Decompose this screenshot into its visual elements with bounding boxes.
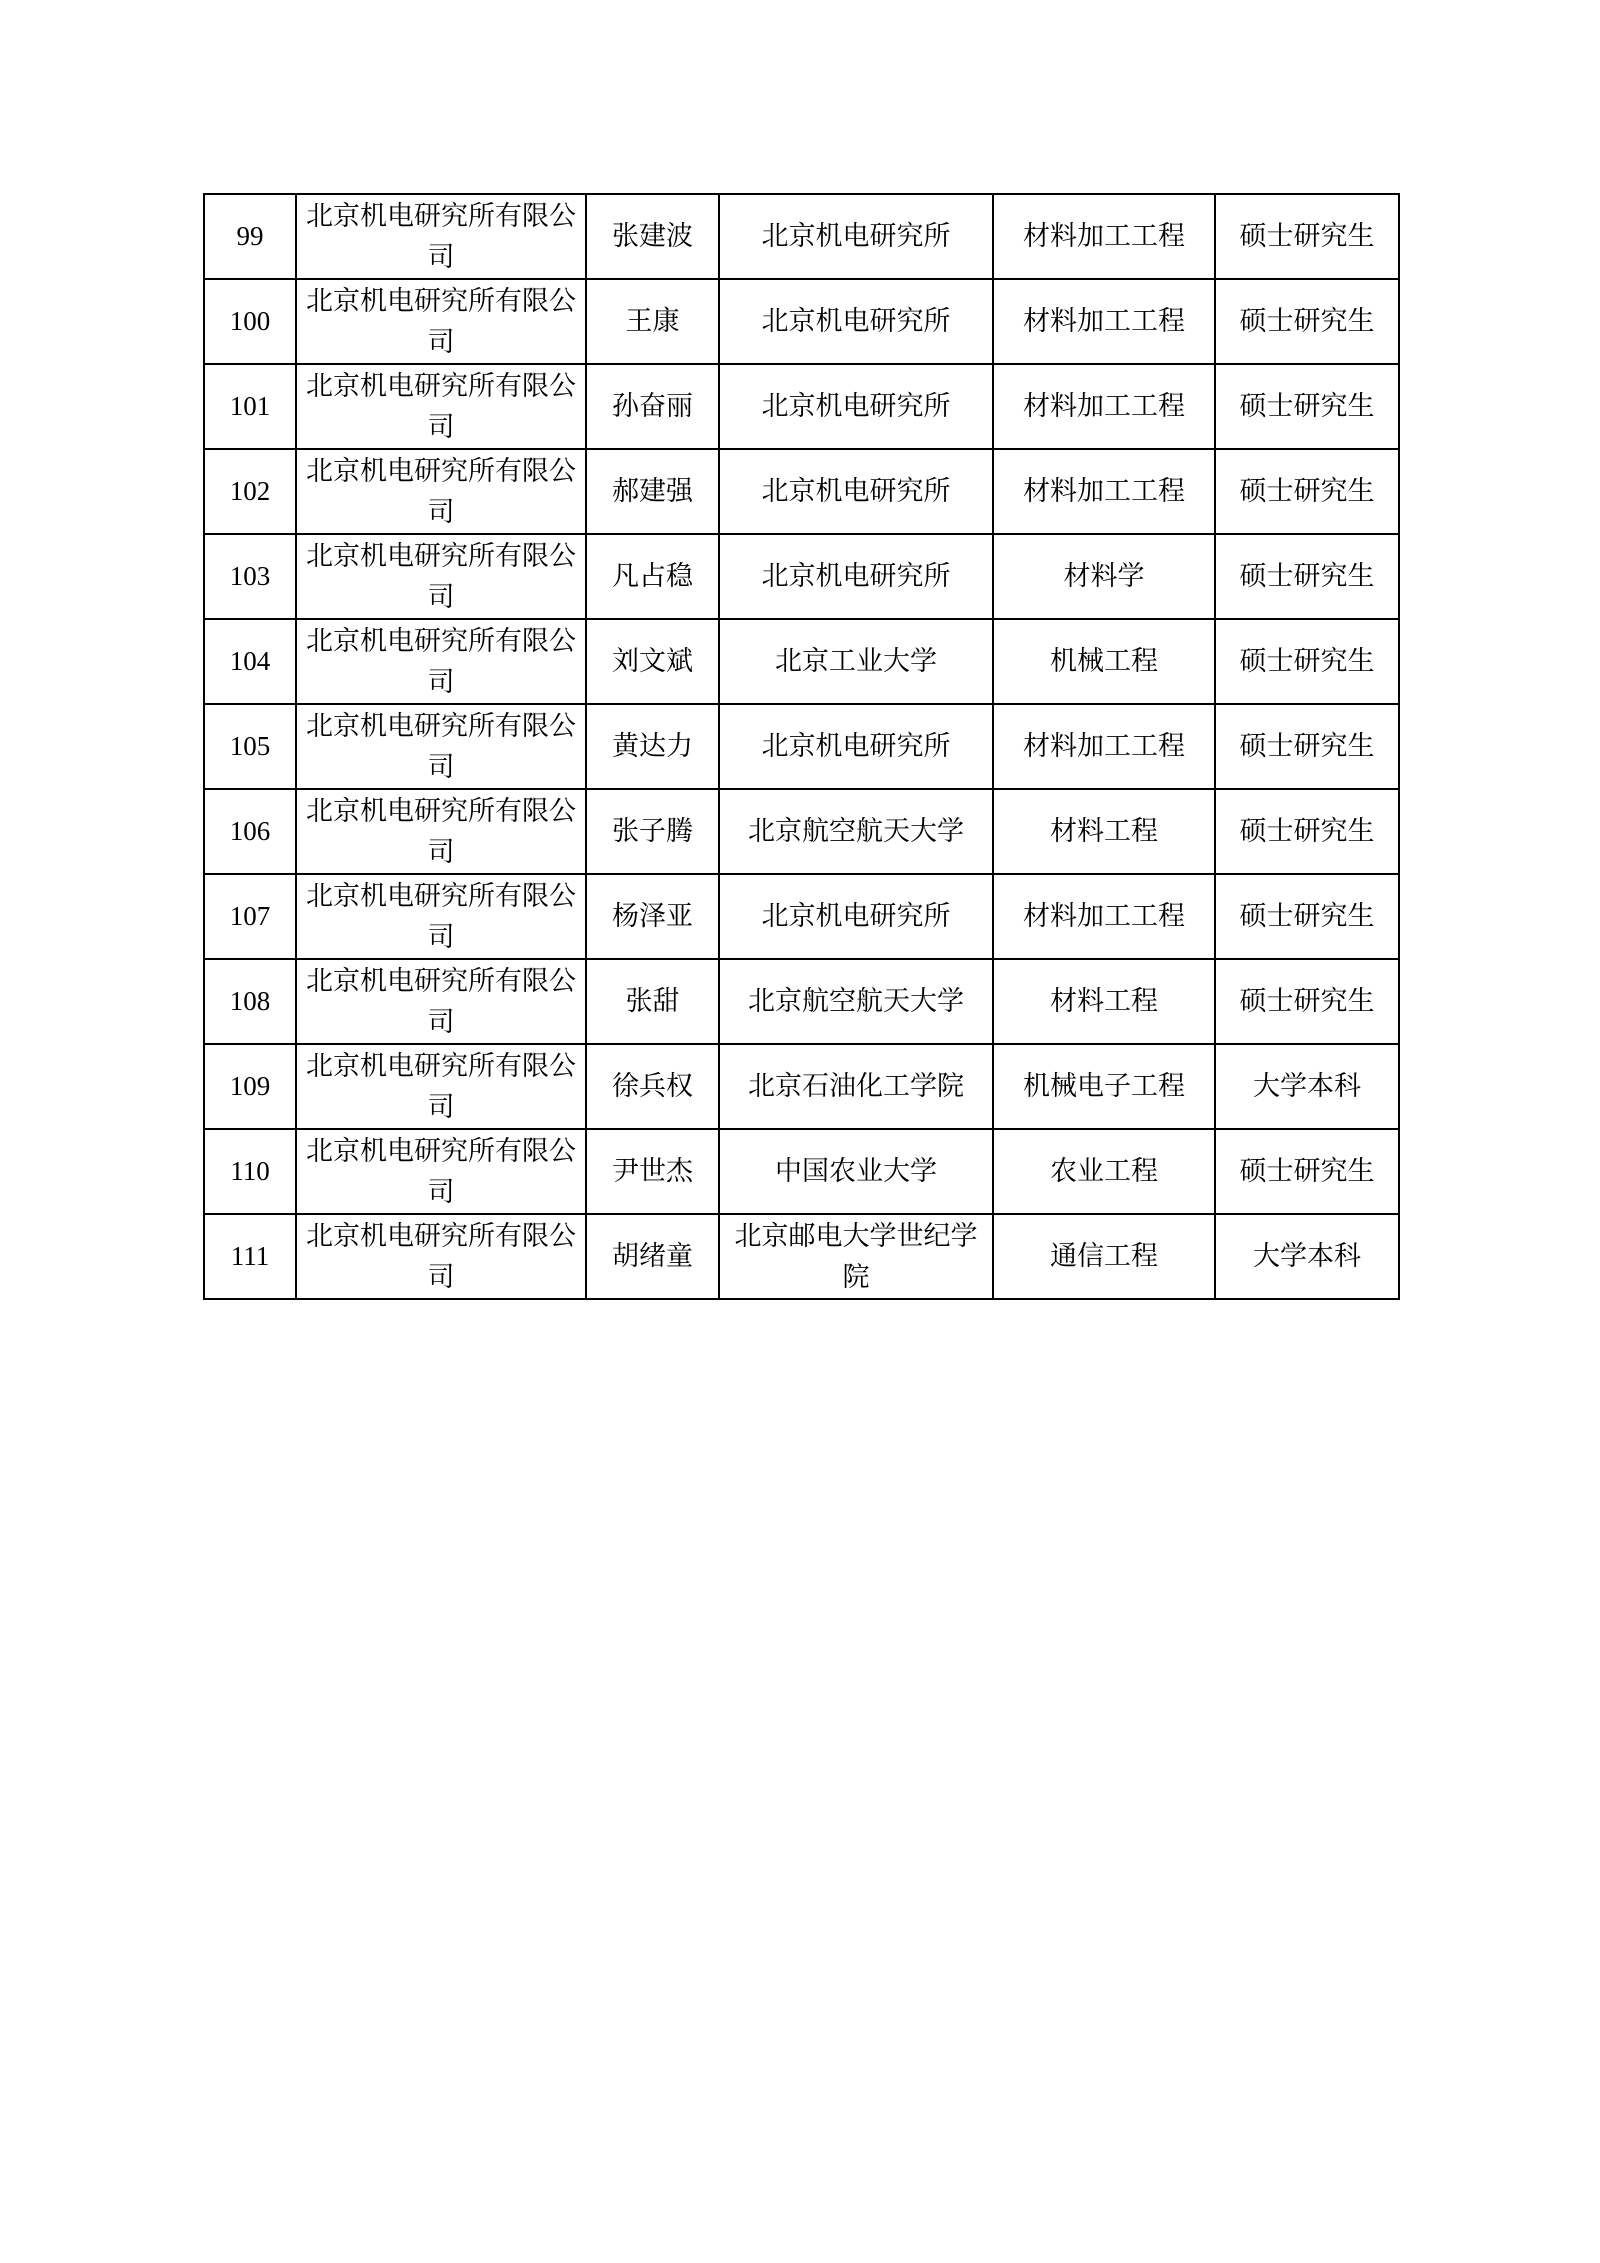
cell-serial-number: 110 [204,1129,296,1214]
cell-degree: 硕士研究生 [1215,959,1399,1044]
cell-person-name: 郝建强 [586,449,719,534]
table-row [204,874,1399,959]
graduates-table [203,193,1400,1300]
table-row [204,789,1399,874]
cell-school: 北京工业大学 [719,619,993,704]
cell-serial-number: 108 [204,959,296,1044]
cell-school: 北京机电研究所 [719,534,993,619]
cell-serial-number: 109 [204,1044,296,1129]
cell-serial-number: 103 [204,534,296,619]
cell-school: 北京航空航天大学 [719,789,993,874]
cell-company: 北京机电研究所有限公司 [296,534,586,619]
cell-company: 北京机电研究所有限公司 [296,364,586,449]
table-row [204,704,1399,789]
cell-degree: 硕士研究生 [1215,704,1399,789]
cell-major: 材料加工工程 [993,704,1215,789]
table-row [204,364,1399,449]
table-row [204,959,1399,1044]
cell-company: 北京机电研究所有限公司 [296,959,586,1044]
cell-major: 材料工程 [993,789,1215,874]
cell-company: 北京机电研究所有限公司 [296,619,586,704]
cell-degree: 硕士研究生 [1215,279,1399,364]
cell-serial-number: 102 [204,449,296,534]
table-row [204,534,1399,619]
cell-major: 材料加工工程 [993,874,1215,959]
table-row [204,619,1399,704]
cell-serial-number: 111 [204,1214,296,1299]
table-row [204,1214,1399,1299]
cell-degree: 硕士研究生 [1215,789,1399,874]
cell-school: 北京机电研究所 [719,194,993,279]
cell-company: 北京机电研究所有限公司 [296,704,586,789]
cell-degree: 硕士研究生 [1215,1129,1399,1214]
cell-major: 通信工程 [993,1214,1215,1299]
cell-school: 北京航空航天大学 [719,959,993,1044]
cell-school: 北京机电研究所 [719,704,993,789]
cell-serial-number: 100 [204,279,296,364]
cell-serial-number: 104 [204,619,296,704]
cell-major: 材料加工工程 [993,364,1215,449]
table-row [204,1129,1399,1214]
cell-serial-number: 105 [204,704,296,789]
cell-degree: 硕士研究生 [1215,449,1399,534]
cell-degree: 硕士研究生 [1215,194,1399,279]
cell-school: 北京机电研究所 [719,364,993,449]
cell-company: 北京机电研究所有限公司 [296,194,586,279]
cell-major: 材料学 [993,534,1215,619]
cell-school: 北京邮电大学世纪学院 [719,1214,993,1299]
table-row [204,449,1399,534]
graduates-table-body [204,194,1399,1299]
cell-school: 北京机电研究所 [719,449,993,534]
cell-school: 中国农业大学 [719,1129,993,1214]
cell-serial-number: 107 [204,874,296,959]
cell-person-name: 张甜 [586,959,719,1044]
cell-person-name: 凡占稳 [586,534,719,619]
table-row [204,1044,1399,1129]
cell-person-name: 徐兵权 [586,1044,719,1129]
cell-degree: 大学本科 [1215,1214,1399,1299]
cell-major: 材料加工工程 [993,449,1215,534]
cell-company: 北京机电研究所有限公司 [296,1129,586,1214]
cell-company: 北京机电研究所有限公司 [296,874,586,959]
cell-school: 北京机电研究所 [719,279,993,364]
cell-person-name: 刘文斌 [586,619,719,704]
table-row [204,194,1399,279]
table-row [204,279,1399,364]
cell-company: 北京机电研究所有限公司 [296,449,586,534]
cell-degree: 硕士研究生 [1215,534,1399,619]
cell-degree: 硕士研究生 [1215,364,1399,449]
cell-serial-number: 99 [204,194,296,279]
cell-major: 机械电子工程 [993,1044,1215,1129]
cell-person-name: 张子腾 [586,789,719,874]
cell-person-name: 孙奋丽 [586,364,719,449]
cell-serial-number: 101 [204,364,296,449]
cell-company: 北京机电研究所有限公司 [296,1044,586,1129]
cell-person-name: 胡绪童 [586,1214,719,1299]
cell-degree: 大学本科 [1215,1044,1399,1129]
cell-person-name: 黄达力 [586,704,719,789]
cell-major: 材料加工工程 [993,279,1215,364]
cell-company: 北京机电研究所有限公司 [296,789,586,874]
cell-company: 北京机电研究所有限公司 [296,1214,586,1299]
cell-person-name: 杨泽亚 [586,874,719,959]
cell-degree: 硕士研究生 [1215,619,1399,704]
cell-major: 材料加工工程 [993,194,1215,279]
cell-person-name: 张建波 [586,194,719,279]
cell-degree: 硕士研究生 [1215,874,1399,959]
cell-major: 材料工程 [993,959,1215,1044]
cell-major: 机械工程 [993,619,1215,704]
cell-person-name: 尹世杰 [586,1129,719,1214]
cell-school: 北京机电研究所 [719,874,993,959]
cell-company: 北京机电研究所有限公司 [296,279,586,364]
cell-serial-number: 106 [204,789,296,874]
cell-school: 北京石油化工学院 [719,1044,993,1129]
cell-person-name: 王康 [586,279,719,364]
cell-major: 农业工程 [993,1129,1215,1214]
